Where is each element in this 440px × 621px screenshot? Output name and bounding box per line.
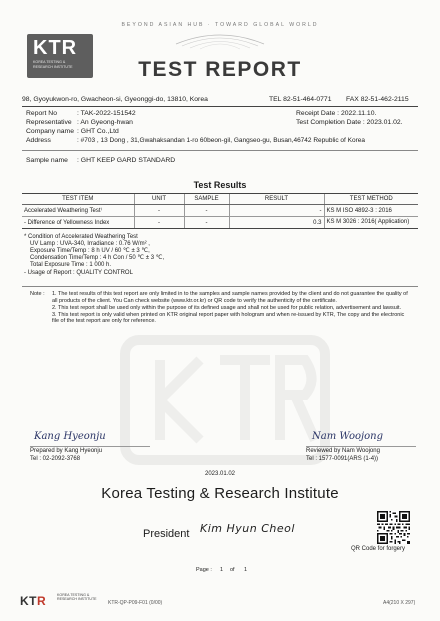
institute-name: Korea Testing & Research Institute <box>101 485 339 502</box>
form-code: KTR-QP-P09-F01 (0/00) <box>108 600 163 606</box>
ktr-watermark-icon <box>120 320 330 480</box>
completion-date: Test Completion Date : 2023.01.02. <box>296 119 403 126</box>
column-header: TEST ITEM <box>22 194 134 205</box>
page-separator: of <box>230 567 235 573</box>
page-total: 1 <box>244 567 248 573</box>
ktr-logo-subtitle: KOREA TESTING & RESEARCH INSTITUTE <box>33 60 73 69</box>
result-cell: - <box>229 205 324 217</box>
results-table <box>22 193 418 229</box>
reviewed-sign-line <box>306 446 416 447</box>
column-header: RESULT <box>229 194 324 205</box>
table-row <box>22 205 418 217</box>
sample-cell: - <box>184 205 229 217</box>
representative-label: Representative <box>26 119 72 126</box>
globe-emblem-icon <box>172 28 268 50</box>
company-value: : GHT Co.,Ltd <box>77 128 119 135</box>
note-list <box>52 291 412 325</box>
issue-date: 2023.01.02 <box>204 471 236 477</box>
note-item: 2. This test report shall be used only within the purpose of its defined usage and shall not be used for public relation, advertisement and lawsuit. <box>52 304 402 311</box>
reviewed-signature: Nam Woojong <box>312 431 383 442</box>
note-item: 3. This test report is only valid when printed on KTR original report paper with hologram and when re-issued by KTR, The copy and the electronic file of the test report are only for reference. <box>52 311 405 325</box>
institute-fax: FAX 82-51-462-2115 <box>346 96 409 103</box>
method-cell: KS M 3026 : 2016( Application) <box>324 217 418 229</box>
column-header: UNIT <box>134 194 184 205</box>
address-label: Address <box>26 137 51 144</box>
result-cell: 0.3 <box>229 217 324 229</box>
condition-line: Total Exposure Time : 1 000 h. <box>30 262 112 268</box>
condition-line: UV Lamp : UVA-340, Irradiance : 0.76 W/m² , <box>30 241 150 247</box>
report-no-value: : TAK-2022-151542 <box>77 110 136 117</box>
president-signature: Kim Hyun Cheol <box>200 522 295 535</box>
info-divider <box>22 150 418 151</box>
reviewed-by: Reviewed by Nam Woojong <box>306 448 380 454</box>
unit-cell: - <box>134 217 184 229</box>
reviewed-tel: Tel : 1577-0091(ARS (1-4)) <box>306 456 379 462</box>
note-label: Note : <box>30 291 45 297</box>
test-item-cell: Accelerated Weathering Test⁾ <box>22 205 134 217</box>
sample-cell: - <box>184 217 229 229</box>
unit-cell: - <box>134 205 184 217</box>
address-value: : #703 , 13 Dong , 31,Gwahaksandan 1-ro 60beon-gil, Gangseo-gu, Busan,46742 Republic of Korea <box>77 137 366 144</box>
header-divider <box>22 106 418 107</box>
footer-logo-subtitle: KOREA TESTING & RESEARCH INSTITUTE <box>57 593 97 602</box>
sample-value: : GHT KEEP GARD STANDARD <box>77 157 176 164</box>
results-title: Test Results <box>193 180 247 190</box>
representative-value: : An Gyeong-hwan <box>77 119 133 126</box>
receipt-date: Receipt Date : 2022.11.10. <box>296 110 377 117</box>
method-cell: KS M ISO 4892-3 : 2016 <box>324 205 418 217</box>
paper-size: A4(210 X 297) <box>383 600 416 606</box>
test-item-cell: - Difference of Yellowness Index <box>22 217 134 229</box>
condition-line: Condensation Time/Temp : 4 h Con / 50 ℃ ± 3 ℃, <box>30 255 165 261</box>
qr-caption: QR Code for forgery <box>351 546 406 552</box>
page-label: Page : <box>196 567 212 573</box>
notes-divider <box>22 286 418 287</box>
note-item: 1. The test results of this test report are only limited in to the samples and sample names provided by the client and do not guarantee the quality of all products of the client. You Can check website (www.ktr.or.kr) or QR code to verify the authenticity of the certificate. <box>52 291 408 304</box>
condition-line: Exposure Time/Temp : 8 h UV / 60 ℃ ± 3 ℃, <box>30 248 150 254</box>
institute-address: 98, Gyoyukwon-ro, Gwacheon-si, Gyeonggi-do, 13810, Korea <box>22 96 208 103</box>
qr-code-icon[interactable] <box>377 511 410 544</box>
company-label: Company name <box>26 128 74 135</box>
prepared-signature: Kang Hyeonju <box>34 431 106 442</box>
page-current: 1 <box>220 567 224 573</box>
footer-ktr-logo: KTR <box>20 594 47 608</box>
condition-heading: * Condition of Accelerated Weathering Test <box>24 234 138 240</box>
table-row <box>22 217 418 229</box>
report-title: TEST REPORT <box>138 58 302 81</box>
sample-label: Sample name <box>26 157 68 164</box>
results-header-row <box>22 194 418 205</box>
header-tagline: BEYOND ASIAN HUB · TOWARD GLOBAL WORLD <box>121 22 319 28</box>
report-no-label: Report No <box>26 110 57 117</box>
column-header: SAMPLE <box>184 194 229 205</box>
prepared-tel: Tel : 02-2092-3768 <box>30 456 81 462</box>
prepared-sign-line <box>30 446 150 447</box>
institute-tel: TEL 82-51-464-0771 <box>269 96 332 103</box>
usage-of-report: - Usage of Report : QUALITY CONTROL <box>24 270 133 276</box>
prepared-by: Prepared by Kang Hyeonju <box>30 448 103 454</box>
ktr-logo-text: KTR <box>33 37 78 59</box>
column-header: TEST METHOD <box>324 194 418 205</box>
president-label: President <box>143 528 190 540</box>
